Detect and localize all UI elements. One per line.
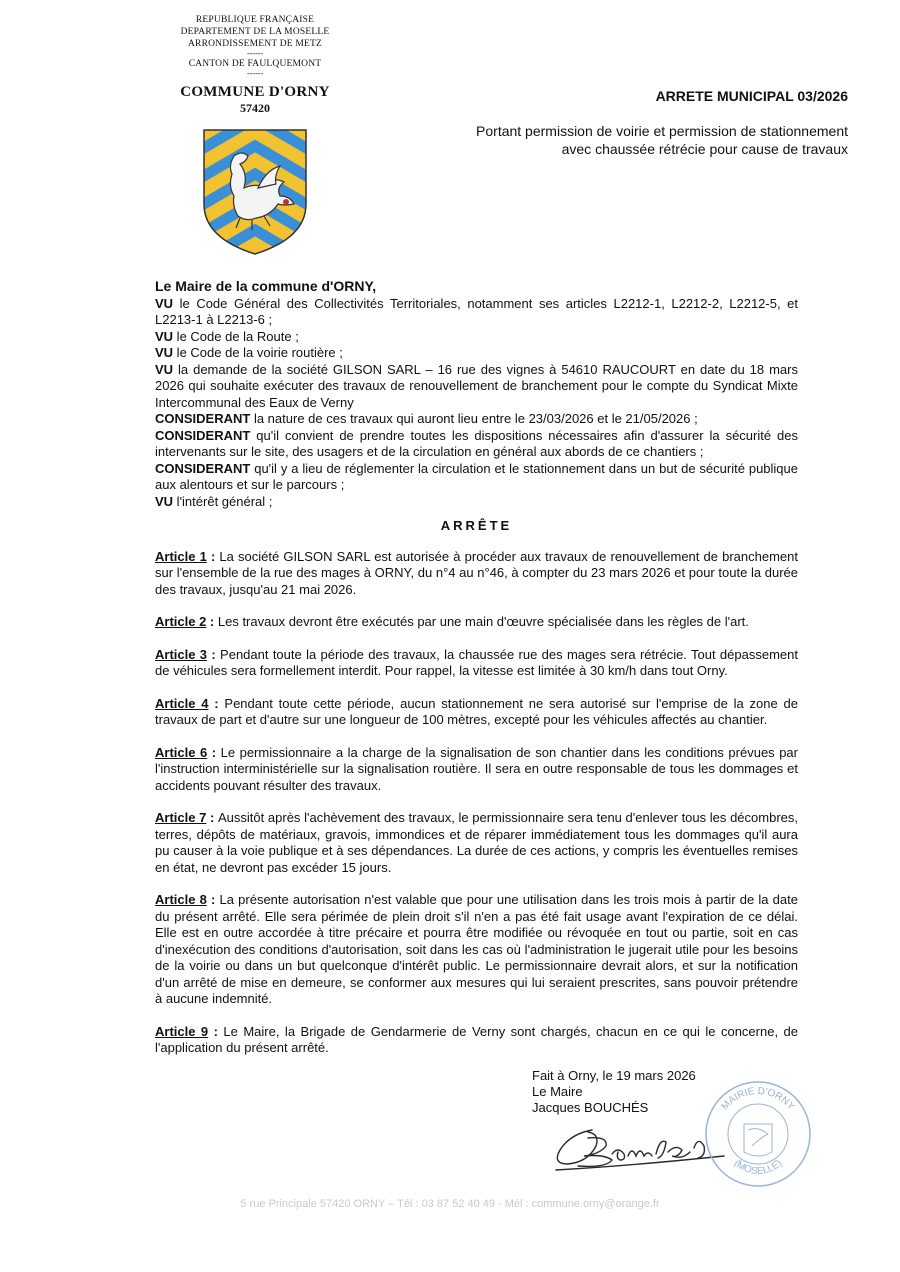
article-label: Article 1 [155,548,207,564]
preamble-item [155,362,798,412]
preamble-text: le Code de la Route ; [173,328,299,344]
article-label: Article 2 [155,614,207,629]
preamble-keyword: VU [155,345,174,360]
preamble-item [155,494,798,511]
article-3 [155,647,798,680]
preamble-item [155,411,798,428]
canton-line: CANTON DE FAULQUEMONT [188,59,322,69]
preamble-list [155,296,798,511]
preamble-text: le Code de la voirie routière ; [173,345,343,360]
article-text: Aussitôt après l'achèvement des travaux, le permissionnaire sera tenu d'enlever tous les décombres, terres, dépôts de matériaux, gravois, immondices et de réparer immédiatement tous les dommages qu'il aura pu causer à la voie publique et à ses dépendances. La durée de ces actions, y compris les éventuelles remises en état, ne devront pas excéder 15 jours. [155,810,798,875]
article-text: Les travaux devront être exécutés par une main d'œuvre spécialisée dans les règles de l'art. [217,614,749,629]
article-text: Pendant toute la période des travaux, la chaussée rue des mages sera rétrécie. Tout dépassement de véhicules sera formellement interdit. Pour rappel, la vitesse est limitée à 30 km/h dans tout Orny. [155,646,798,678]
arrete-heading: ARRÊTE [440,518,513,533]
article-separator: : [208,1023,224,1039]
article-separator: : [206,810,219,825]
article-separator: : [207,646,221,662]
signatory-role: Le Maire [532,1084,583,1099]
preamble-item [155,296,798,329]
preamble-text: qu'il y a lieu de réglementer la circulation et le stationnement dans un but de sécurité publique aux alentours et sur le parcours ; [155,460,798,492]
signatory-name: Jacques BOUCHÉS [532,1100,649,1115]
article-9 [155,1024,798,1057]
article-separator: : [206,548,220,564]
footer-contact: 5 rue Principale 57420 ORNY – Tél : 03 87 52 40 49 - Mél : commune.orny@orange.fr [240,1198,660,1210]
document-body [155,278,798,1073]
postal-code: 57420 [240,101,270,115]
preamble-keyword: VU [155,361,174,377]
preamble-text: le Code Général des Collectivités Territoriales, notamment ses articles L2212-1, L2212-2, L2212-5, et L2213-1 à L2213-6 ; [155,295,798,327]
coat-of-arms-icon [200,126,310,258]
stamp-bottom-text: (MOSELLE) [731,1157,785,1178]
separator-dots: ------ [247,49,263,58]
article-separator: : [207,744,221,760]
arrondissement-line: ARRONDISSEMENT DE METZ [187,39,323,49]
article-label: Article 8 [155,892,207,907]
article-separator: : [206,614,218,629]
preamble-item [155,428,798,461]
letterhead [160,14,350,116]
arrete-number: ARRETE MUNICIPAL 03/2026 [655,88,848,104]
arrete-subject [428,122,848,158]
preamble-item [155,329,798,346]
preamble-keyword: CONSIDERANT [155,460,251,476]
place-date: Fait à Orny, le 19 mars 2026 [532,1068,696,1083]
article-text: Le permissionnaire a la charge de la signalisation de son chantier dans les conditions prévues par l'instruction interministérielle sur la signalisation routière. Il sera en outre responsable de tous les dommages et accidents pouvant résulter des travaux. [155,744,798,793]
preamble-text: l'intérêt général ; [173,493,273,509]
preamble-keyword: CONSIDERANT [155,411,251,426]
signature-block [532,1068,696,1116]
article-8 [155,892,798,1008]
preamble-text: qu'il convient de prendre toutes les dispositions nécessaires afin d'assurer la sécurité des intervenants sur le site, des usagers et de la circulation en général aux abords de ce chantiers ; [155,427,798,459]
article-text: Le Maire, la Brigade de Gendarmerie de Verny sont chargés, chacun en ce qui le concerne, de l'application du présent arrêté. [155,1023,798,1055]
article-separator: : [208,695,225,711]
preamble-keyword: CONSIDERANT [155,427,251,443]
departement-line: DEPARTEMENT DE LA MOSELLE [180,27,330,37]
article-1 [155,549,798,599]
republique-line: REPUBLIQUE FRANÇAISE [195,15,315,25]
preamble-item [155,345,798,362]
article-label: Article 3 [155,646,208,662]
preamble-text: la demande de la société GILSON SARL – 16 rue des vignes à 54610 RAUCOURT en date du 18 mars 2026 qui souhaite exécuter des travaux de renouvellement de branchement pour le compte du Syndicat Mixte Intercommunal des Eaux de Verny [155,361,798,410]
preamble-keyword: VU [155,295,174,311]
preamble-item [155,461,798,494]
article-2 [155,614,798,631]
article-separator: : [206,892,220,907]
article-text: La présente autorisation n'est valable que pour une utilisation dans les trois mois à partir de la date du présent arrêté. Elle sera périmée de plein droit s'il n'en a pas été fait usage avant l'expiration de ce délai. Elle est en outre accordée à titre précaire et pourra être modifiée ou révoquée en tout ou partie, soit en cas d'inexécution des conditions d'autorisation, soit dans les cas où l'administration le jugerait utile pour les besoins de la voirie ou dans un but quelconque d'intérêt public. Le permissionnaire devrait alors, et sur la notification d'un arrêté de mise en demeure, se conformer aux mesures qui lui seraient prescrites, sans pouvoir prétendre à aucune indemnité. [155,892,798,1006]
preamble-text: la nature de ces travaux qui auront lieu entre le 23/03/2026 et le 21/05/2026 ; [250,411,698,426]
mairie-stamp-icon [702,1078,814,1190]
separator-dots: ------ [247,69,263,78]
article-7 [155,810,798,876]
article-label: Article 6 [155,744,208,760]
preamble-keyword: VU [155,328,174,344]
mayor-title: Le Maire de la commune d'ORNY, [155,278,377,294]
article-6 [155,745,798,795]
article-text: La société GILSON SARL est autorisée à procéder aux travaux de renouvellement de branchement sur l'ensemble de la rue des mages à ORNY, du n°4 au n°46, à compter du 23 mars 2026 et pour toute la durée des travaux, jusqu'au 21 mai 2026. [155,548,798,597]
article-4 [155,696,798,729]
preamble-keyword: VU [155,493,174,509]
article-text: Pendant toute cette période, aucun stationnement ne sera autorisé sur l'emprise de la zone de travaux de part et d'autre sur une longueur de 100 mètres, excepté pour les véhicules affectés au chantier. [155,695,798,727]
commune-name: COMMUNE D'ORNY [180,84,330,100]
article-label: Article 7 [155,810,207,825]
subject-line: avec chaussée rétrécie pour cause de travaux [561,141,848,157]
stamp-top-text: MAIRIE D'ORNY [719,1085,797,1113]
article-label: Article 9 [155,1023,209,1039]
subject-line: Portant permission de voirie et permission de stationnement [476,123,848,139]
article-label: Article 4 [155,695,209,711]
